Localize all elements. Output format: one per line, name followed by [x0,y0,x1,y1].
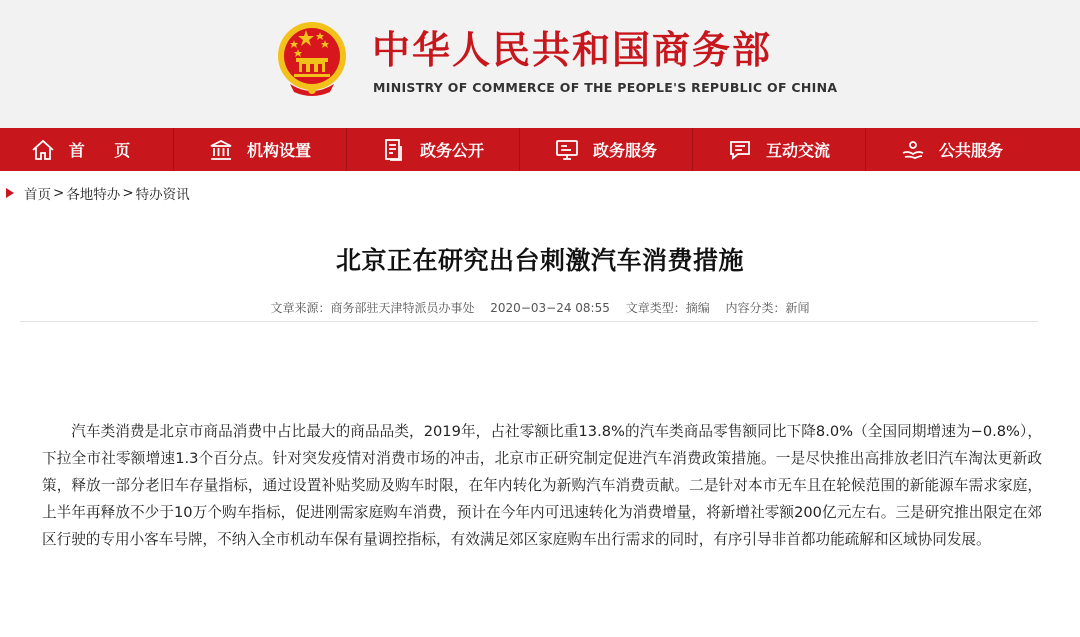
nav-label: 公共服务 [938,141,1003,160]
nav-label: 互动交流 [765,141,830,160]
divider [20,321,1038,322]
breadcrumb-separator: > [122,185,134,201]
chevron-right-icon [2,185,18,201]
breadcrumb [0,183,190,203]
article-body: 汽车类消费是北京市商品消费中占比最大的商品品类，2019年，占社零额比重13.8%的汽车类商品零售额同比下降8.0%（全国同期增速为−0.8%），下拉全市社零额增速1.3个百分点。针对突发疫情对消费市场的冲击，北京市正研究制定促进汽车消费政策措施。一是尽快推出高排放老旧汽车淘汰更新政策，释放一部分老旧车存量指标，通过设置补贴奖励及购车时限，在年内转化为新购汽车消费贡献。二是针对本市无车且在轮候范围的新能源车需求家庭，上半年再释放不少于10万个购车指标，促进刚需家庭购车消费，预计在今年内可迅速转化为消费增量，将新增社零额200亿元左右。三是研究推出限定在郊区行驶的专用小客车号牌，不纳入全市机动车保有量调控指标，有效满足郊区家庭购车出行需求的同时，有序引导非首都功能疏解和区域协同发展。 [42,423,1042,548]
breadcrumb-news[interactable]: 特办资讯 [135,187,190,203]
nav-label: 政务公开 [419,141,484,160]
home-icon [31,138,55,162]
nav-item-public-affairs[interactable] [346,128,519,171]
article-date: 2020−03−24 08:55 [490,301,610,315]
hands-icon [901,138,925,162]
article-category: 内容分类：新闻 [725,301,810,315]
nav-item-home[interactable] [0,128,173,171]
document-icon [382,138,406,162]
nav-item-organization[interactable] [173,128,346,171]
main-nav [0,128,1080,171]
monitor-icon [555,138,579,162]
site-subtitle: MINISTRY OF COMMERCE OF THE PEOPLE'S REPUBLIC OF CHINA [373,80,838,95]
breadcrumb-separator: > [53,185,65,201]
nav-item-interaction[interactable] [692,128,865,171]
nav-filler [1038,128,1080,171]
nav-label: 政务服务 [592,141,657,160]
chat-icon [728,138,752,162]
building-icon [209,138,233,162]
article-title: 北京正在研究出台刺激汽车消费措施 [335,246,744,275]
article-type: 文章类型：摘编 [625,301,710,315]
nav-label: 首 页 [68,141,143,160]
article-source: 文章来源：商务部驻天津特派员办事处 [270,301,475,315]
nav-item-public-services[interactable] [865,128,1038,171]
breadcrumb-local-offices[interactable]: 各地特办 [66,187,121,203]
article-meta [0,299,1080,316]
site-header [0,0,1080,128]
nav-item-government-services[interactable] [519,128,692,171]
nav-label: 机构设置 [246,141,311,160]
site-title: 中华人民共和国商务部 [372,28,773,72]
breadcrumb-home[interactable]: 首页 [24,187,51,203]
national-emblem-icon[interactable] [276,18,348,98]
